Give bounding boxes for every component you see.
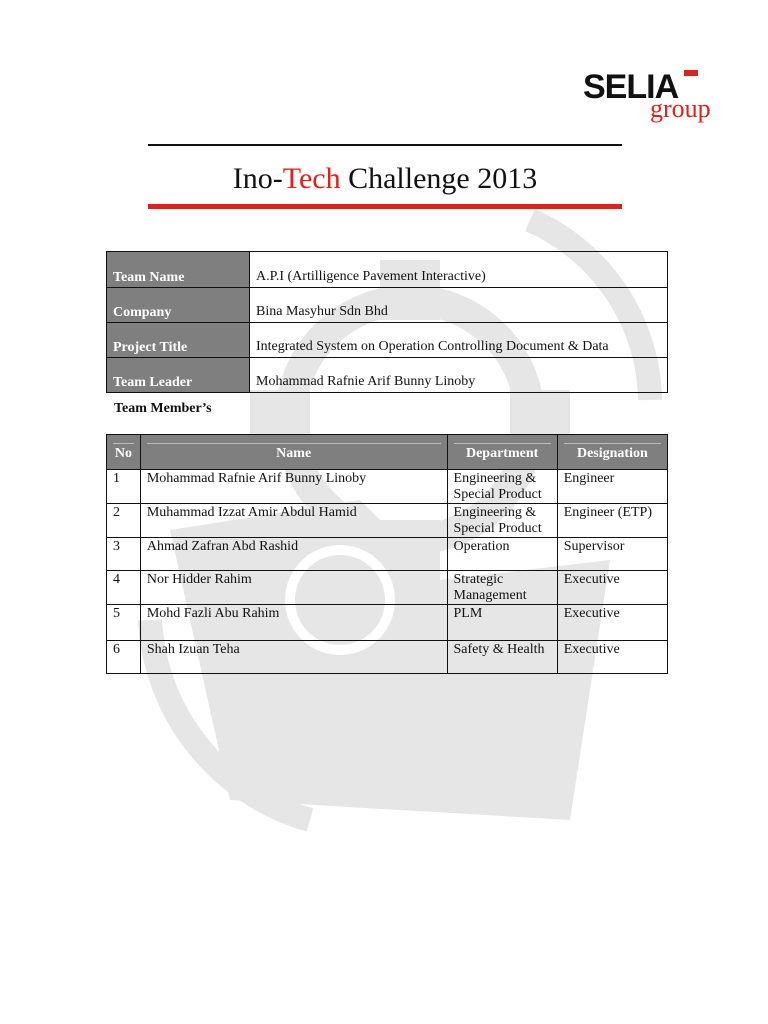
cell-name: Ahmad Zafran Abd Rashid [140,538,447,571]
members-header-row [107,435,668,470]
info-label: Team Name [107,252,250,288]
info-row [107,323,668,358]
info-label: Company [107,288,250,323]
cell-no: 6 [107,641,141,674]
team-members-heading: Team Member’s [114,401,212,416]
cell-department: Strategic Management [447,571,557,605]
title-part-accent: Tech [282,162,341,195]
cell-designation: Supervisor [557,538,667,571]
cell-designation: Executive [557,605,667,641]
selia-group-logo [583,70,733,125]
column-header-no: No [107,435,141,470]
cell-no: 1 [107,470,141,504]
info-label: Project Title [107,323,250,358]
info-value: A.P.I (Artilligence Pavement Interactive) [250,252,668,288]
table-row [107,605,668,641]
column-header-designation: Designation [557,435,667,470]
cell-department: Safety & Health [447,641,557,674]
cell-department: Engineering & Special Product [447,504,557,538]
table-row [107,470,668,504]
logo-subtext: group [650,94,711,123]
info-value: Integrated System on Operation Controlling Document & Data [250,323,668,358]
cell-designation: Engineer (ETP) [557,504,667,538]
title-red-rule [148,204,622,209]
cell-designation: Executive [557,641,667,674]
cell-no: 3 [107,538,141,571]
column-header-department: Department [447,435,557,470]
title-part-3: Challenge 2013 [340,162,538,195]
cell-name: Mohd Fazli Abu Rahim [140,605,447,641]
cell-department: PLM [447,605,557,641]
cell-name: Nor Hidder Rahim [140,571,447,605]
team-members-table [106,434,668,674]
table-row [107,504,668,538]
cell-department: Operation [447,538,557,571]
cell-designation: Executive [557,571,667,605]
cell-name: Mohammad Rafnie Arif Bunny Linoby [140,470,447,504]
info-row [107,288,668,323]
title-part-1: Ino- [232,162,283,195]
cell-no: 4 [107,571,141,605]
logo-text: SELIA [583,68,679,106]
info-row [107,358,668,393]
cell-no: 5 [107,605,141,641]
title-top-rule [148,144,622,146]
team-info-table [106,251,668,393]
table-row [107,571,668,605]
info-label: Team Leader [107,358,250,393]
cell-designation: Engineer [557,470,667,504]
column-header-name: Name [140,435,447,470]
logo-accent-mark [684,70,698,76]
cell-no: 2 [107,504,141,538]
info-row [107,252,668,288]
cell-department: Engineering & Special Product [447,470,557,504]
cell-name: Muhammad Izzat Amir Abdul Hamid [140,504,447,538]
cell-name: Shah Izuan Teha [140,641,447,674]
info-value: Bina Masyhur Sdn Bhd [250,288,668,323]
table-row [107,538,668,571]
table-row [107,641,668,674]
page-title [148,160,622,198]
info-value: Mohammad Rafnie Arif Bunny Linoby [250,358,668,393]
